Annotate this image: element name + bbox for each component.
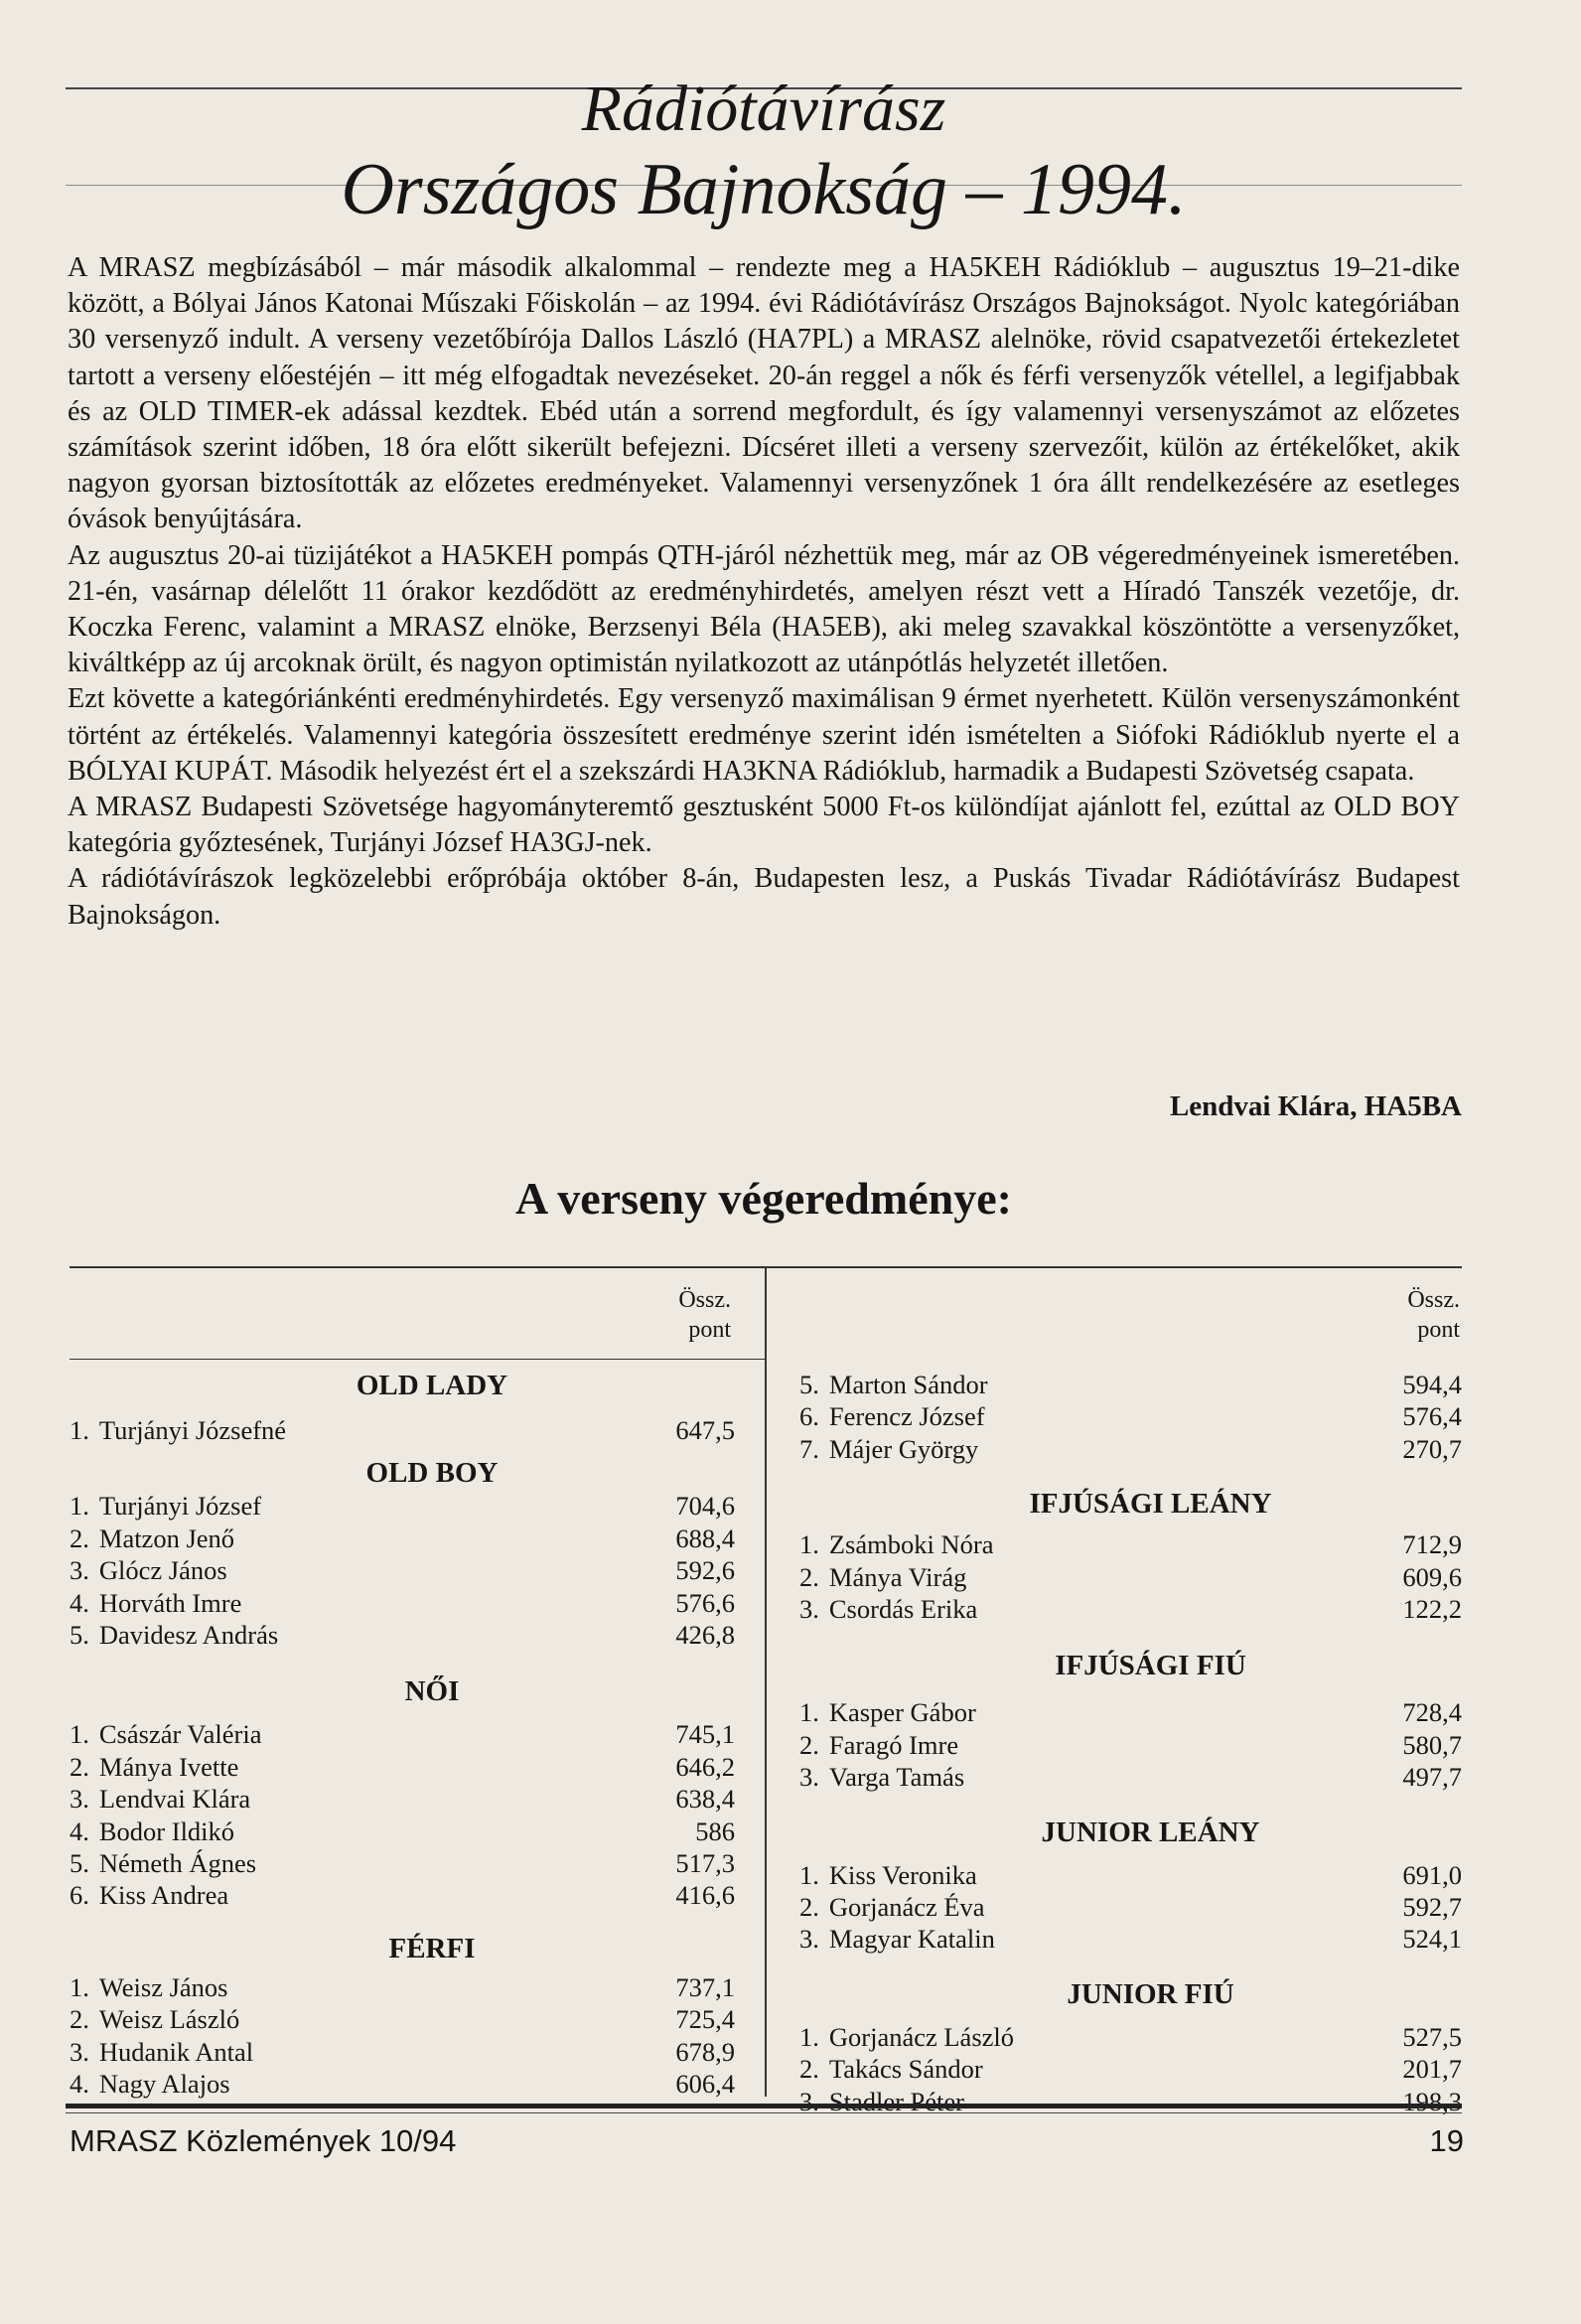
article-paragraph: Az augusztus 20-ai tüzijátékot a HA5KEH pompás QTH-járól nézhettük meg, már az OB végeredményeinek ismeretében. 21-én, vasárnap délelőtt 11 órakor kezdődött az eredményhirdetés, amelyen részt vett a Híradó Tanszék vezetője, dr. Koczka Ferenc, valamint a MRASZ elnöke, Berzsenyi Béla (HA5EB), aki meleg szavakkal köszöntötte a versenyzőket, kiváltképp az új arcoknak örült, és nagyon optimistán nyilatkozott az utánpótlás helyzetét illetően. xyxy=(68,539,1460,679)
category-title: OLD BOY xyxy=(365,1457,499,1490)
result-name: Turjányi Józsefné xyxy=(98,1415,287,1445)
result-row: 3. Hudanik Antal 678,9 xyxy=(70,2036,735,2067)
article-body xyxy=(68,250,1460,934)
result-row: 6. Kiss Andrea 416,6 xyxy=(70,1880,735,1911)
category-title: OLD LADY xyxy=(356,1370,508,1401)
category-title: FÉRFI xyxy=(388,1932,476,1964)
article-paragraph: A MRASZ Budapesti Szövetsége hagyományteremtő gesztusként 5000 Ft-os különdíjat ajánlott fel, ezúttal az OLD BOY kategória győztesének, Turjányi József HA3GJ-nek. xyxy=(68,792,1460,859)
result-row: 3. Magyar Katalin 524,1 xyxy=(799,1924,1462,1955)
results-column-divider xyxy=(765,1266,767,2097)
result-row: 1. Kiss Veronika 691,0 xyxy=(799,1859,1462,1890)
result-score: 647,5 xyxy=(675,1415,735,1445)
result-row xyxy=(70,1414,735,1446)
left-score-header: Össz. pont xyxy=(678,1287,731,1343)
article-paragraph: Ezt követte a kategóriánkénti eredményhirdetés. Egy versenyző maximálisan 9 érmet nyerhetett. Külön versenyszámonként történt az értékelés. Valamennyi kategória összesített eredménye szerint idén ismételten a Siófoki Rádióklub nyerte el a BÓLYAI KUPÁT. Második helyezést ért el a szekszárdi HA3KNA Rádióklub, harmadik a Budapesti Szövetség csapata. xyxy=(68,683,1460,787)
result-row: 3. Csordás Erika 122,2 xyxy=(799,1594,1462,1625)
result-row: 5. Marton Sándor 594,4 xyxy=(799,1370,1462,1399)
category-title: IFJÚSÁGI LEÁNY xyxy=(1029,1488,1272,1521)
result-row: 2. Takács Sándor 201,7 xyxy=(799,2054,1462,2085)
author-signature: Lendvai Klára, HA5BA xyxy=(1169,1090,1462,1122)
page-number: 19 xyxy=(1429,2123,1464,2158)
result-row: 1. Weisz János 737,1 xyxy=(70,1971,735,2002)
results-header-rule-left xyxy=(70,1359,765,1360)
result-row: 2. Mánya Ivette 646,2 xyxy=(70,1751,735,1782)
result-row: 1. Császár Valéria 745,1 xyxy=(70,1719,735,1750)
result-row: 5. Davidesz András 426,8 xyxy=(70,1620,735,1651)
result-rank: 1. xyxy=(70,1415,89,1445)
result-row: 1. Turjányi József 704,6 xyxy=(70,1491,735,1522)
footer-rule-thick xyxy=(66,2104,1462,2108)
result-row: 2. Gorjanácz Éva 592,7 xyxy=(799,1892,1462,1923)
result-row: 4. Nagy Alajos 606,4 xyxy=(70,2069,735,2100)
result-row: 2. Faragó Imre 580,7 xyxy=(799,1729,1462,1760)
right-score-header: Össz. pont xyxy=(1407,1287,1460,1343)
results-top-rule-right xyxy=(765,1266,1462,1268)
publication-name: MRASZ Közlemények 10/94 xyxy=(70,2123,457,2158)
result-row: 7. Májer György 270,7 xyxy=(799,1433,1462,1464)
result-row: 4. Bodor Ildikó 586 xyxy=(70,1816,735,1846)
category-title: JUNIOR LEÁNY xyxy=(1041,1816,1260,1848)
title-line-2: Országos Bajnokság – 1994. xyxy=(341,149,1187,230)
article-paragraph: A MRASZ megbízásából – már második alkalommal – rendezte meg a HA5KEH Rádióklub – augusztus 19–21-dike között, a Bólyai János Katonai Műszaki Főiskolán – az 1994. évi Rádiótávírász Országos Bajnokságot. Nyolc kategóriában 30 versenyző indult. A verseny vezetőbírója Dallos László (HA7PL) a MRASZ alelnöke, rövid csapatvezetői értekezletet tartott a verseny előestéjén – itt még elfogadtak nevezéseket. 20-án reggel a nők és férfi versenyzők vétellel, a legifjabbak és az OLD TIMER-ek adással kezdtek. Ebéd után a sorrend megfordult, és így valamennyi versenyszámot az előzetes számítások szerint időben, 18 óra előtt sikerült befejezni. Dícséret illeti a verseny szervezőit, külön az értékelőket, akik nagyon gyorsan biztosították az előzetes eredményeket. Valamennyi versenyzőnek 1 óra állt rendelkezésére az esetleges óvások benyújtására. xyxy=(68,252,1460,535)
title-line-1: Rádiótávírász xyxy=(581,73,946,145)
result-row: 2. Mánya Virág 609,6 xyxy=(799,1561,1462,1592)
result-row: 4. Horváth Imre 576,6 xyxy=(70,1587,735,1618)
result-row: 2. Matzon Jenő 688,4 xyxy=(70,1523,735,1553)
category-title: IFJÚSÁGI FIÚ xyxy=(1055,1650,1246,1682)
result-row: 1. Kasper Gábor 728,4 xyxy=(799,1697,1462,1728)
result-row: 5. Németh Ágnes 517,3 xyxy=(70,1848,735,1879)
results-left-column xyxy=(70,1369,735,2101)
result-row: 3. Varga Tamás 497,7 xyxy=(799,1762,1462,1793)
category-title: NŐI xyxy=(404,1675,460,1708)
result-row: 3. Glócz János 592,6 xyxy=(70,1555,735,1586)
result-row: 2. Weisz László 725,4 xyxy=(70,2004,735,2035)
category-title: JUNIOR FIÚ xyxy=(1067,1977,1234,2010)
footer-rule-thin xyxy=(66,2112,1462,2113)
result-row: 6. Ferencz József 576,4 xyxy=(799,1401,1462,1432)
results-top-rule-left xyxy=(70,1266,765,1268)
results-right-column xyxy=(799,1369,1462,2117)
result-row: 1. Gorjanácz László 527,5 xyxy=(799,2021,1462,2052)
result-row: 1. Zsámboki Nóra 712,9 xyxy=(799,1529,1462,1560)
result-row: 3. Lendvai Klára 638,4 xyxy=(70,1784,735,1815)
article-paragraph: A rádiótávírászok legközelebbi erőpróbája október 8-án, Budapesten lesz, a Puskás Tivadar Rádiótávírász Budapest Bajnokságon. xyxy=(68,863,1460,931)
result-row: 3. Stadler Péter 198,3 xyxy=(799,2086,1462,2116)
results-title: A verseny végeredménye: xyxy=(515,1173,1012,1224)
